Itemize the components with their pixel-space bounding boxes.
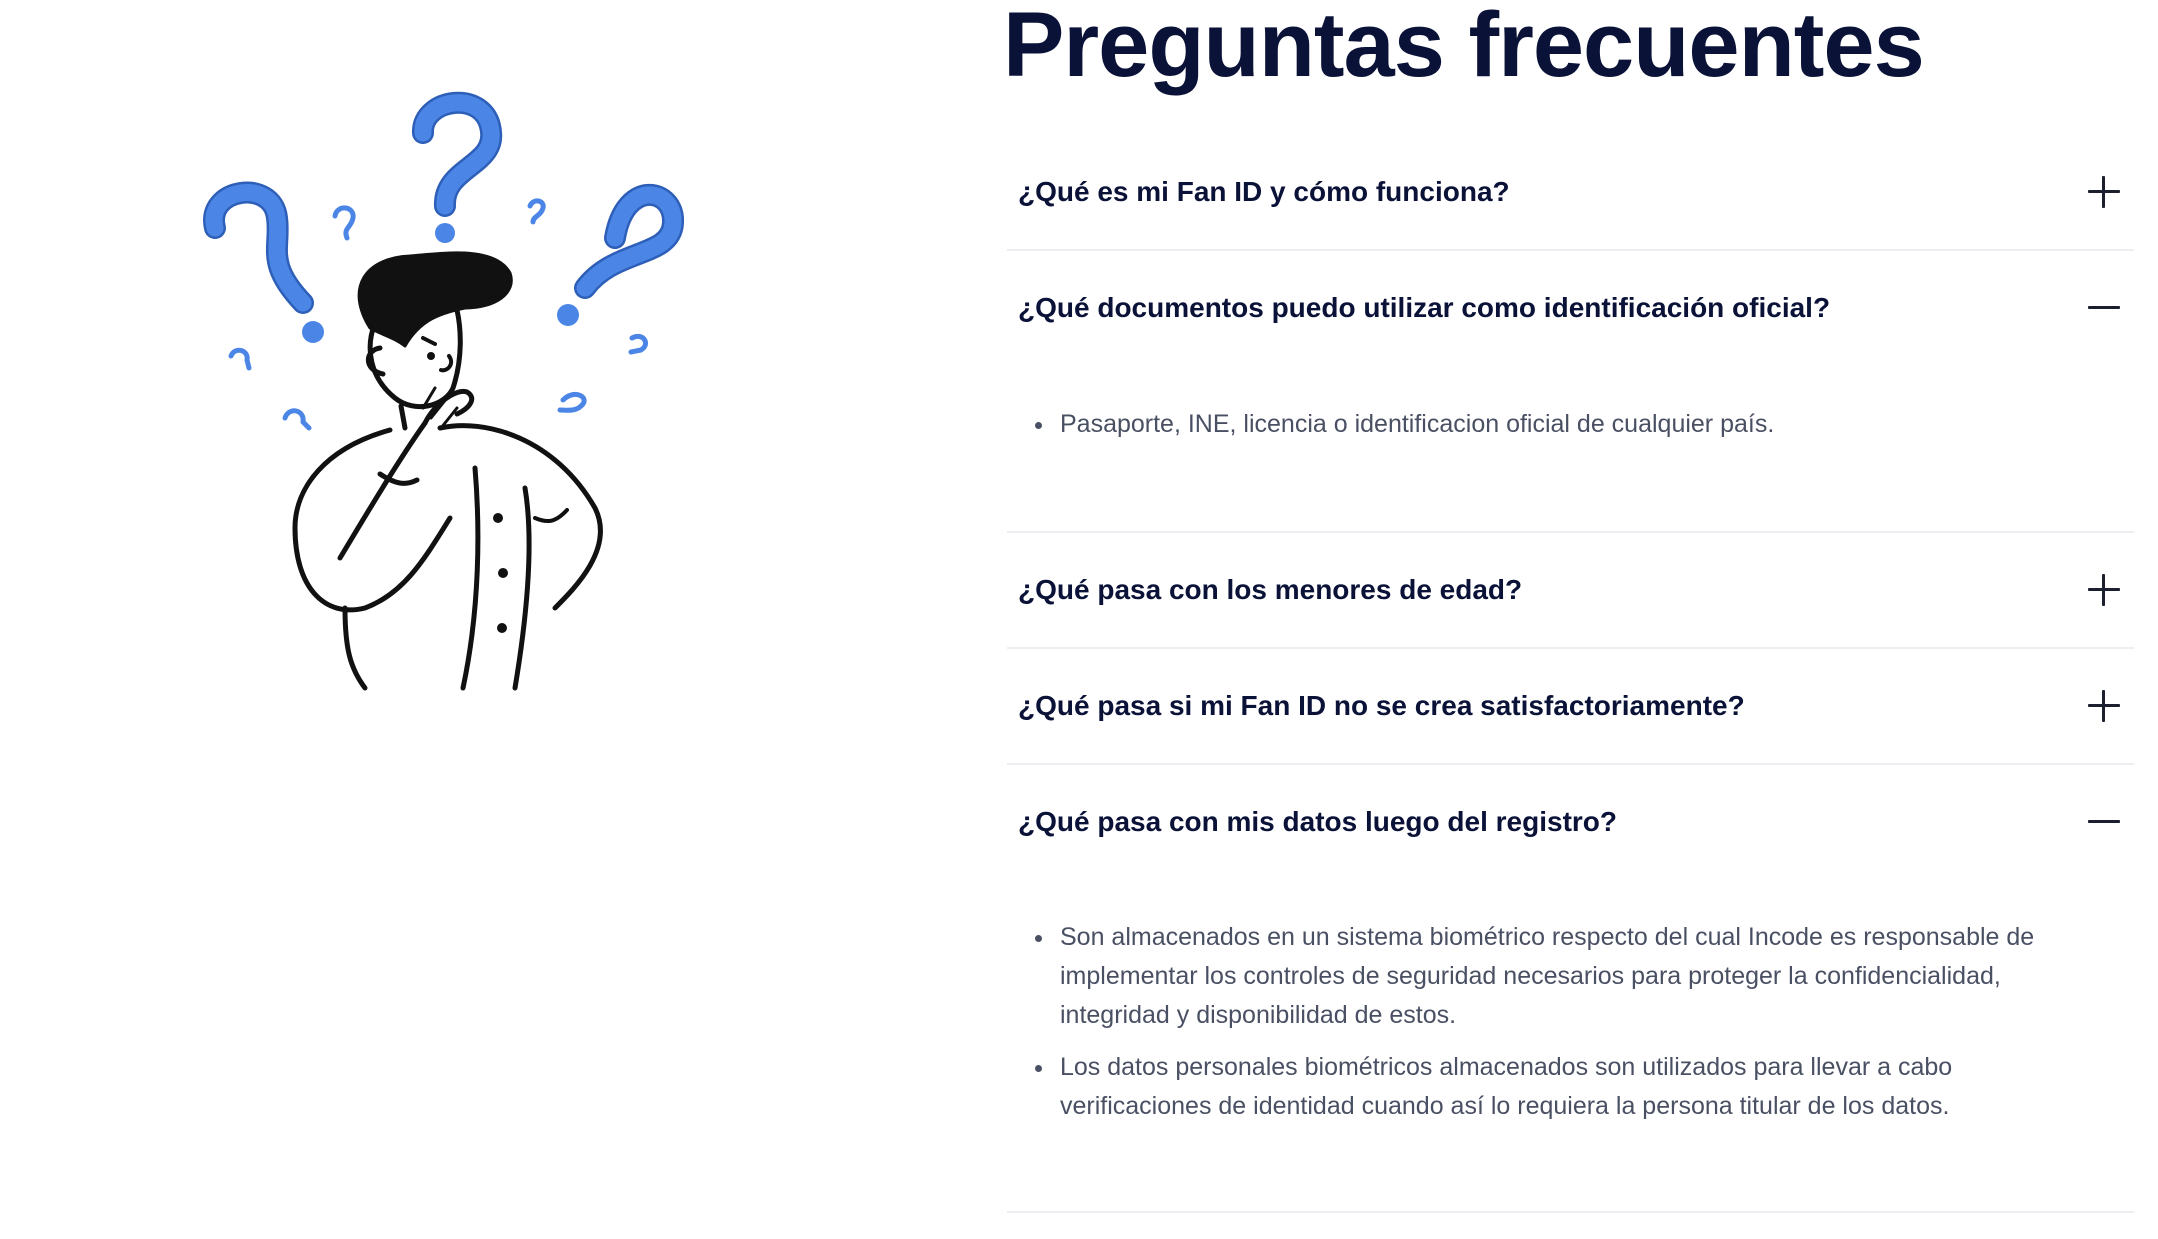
answer-item: Son almacenados en un sistema biométrico respecto del cual Incode es responsable de implementar los controles de seguridad necesarios para proteger la confidencialidad, integridad y disponibilidad de estos. [1060,918,2094,1035]
faq-question[interactable]: ¿Qué documentos puedo utilizar como identificación oficial? [1018,292,1831,323]
faq-question-row[interactable] [1007,251,2134,365]
answer-item: Pasaporte, INE, licencia o identificacion oficial de cualquier país. [1060,405,2094,444]
body [295,430,450,610]
question-mark-icon [423,103,491,243]
faq-question-row[interactable] [1007,533,2134,647]
plus-icon[interactable] [2088,176,2120,208]
question-mark-icon [557,195,673,326]
faq-item[interactable] [1007,251,2134,533]
faq-item[interactable] [1007,135,2134,251]
faq-question-row[interactable] [1007,135,2134,249]
faq-answer [1007,405,2134,444]
faq-question[interactable]: ¿Qué pasa si mi Fan ID no se crea satisfactoriamente? [1018,690,1745,721]
faq-question-row[interactable] [1007,765,2134,879]
faq-question[interactable]: ¿Qué pasa con mis datos luego del registro? [1018,806,1618,837]
minus-icon[interactable] [2088,292,2120,324]
faq-item[interactable] [1007,649,2134,765]
faq-question[interactable]: ¿Qué es mi Fan ID y cómo funciona? [1018,176,1510,207]
page-title: Preguntas frecuentes [1003,0,1924,96]
minus-icon[interactable] [2088,806,2120,838]
hair [359,253,511,346]
faq-question[interactable]: ¿Qué pasa con los menores de edad? [1018,574,1523,605]
faq-item[interactable] [1007,533,2134,649]
faq-answer [1007,918,2134,1126]
answer-item: Los datos personales biométricos almacenados son utilizados para llevar a cabo verificaciones de identidad cuando así lo requiera la persona titular de los datos. [1060,1048,2094,1126]
faq-item[interactable] [1007,765,2134,1213]
plus-icon[interactable] [2088,574,2120,606]
thinking-person-illustration [195,88,715,728]
question-mark-icon [214,193,324,343]
faq-question-row[interactable] [1007,649,2134,763]
plus-icon[interactable] [2088,690,2120,722]
